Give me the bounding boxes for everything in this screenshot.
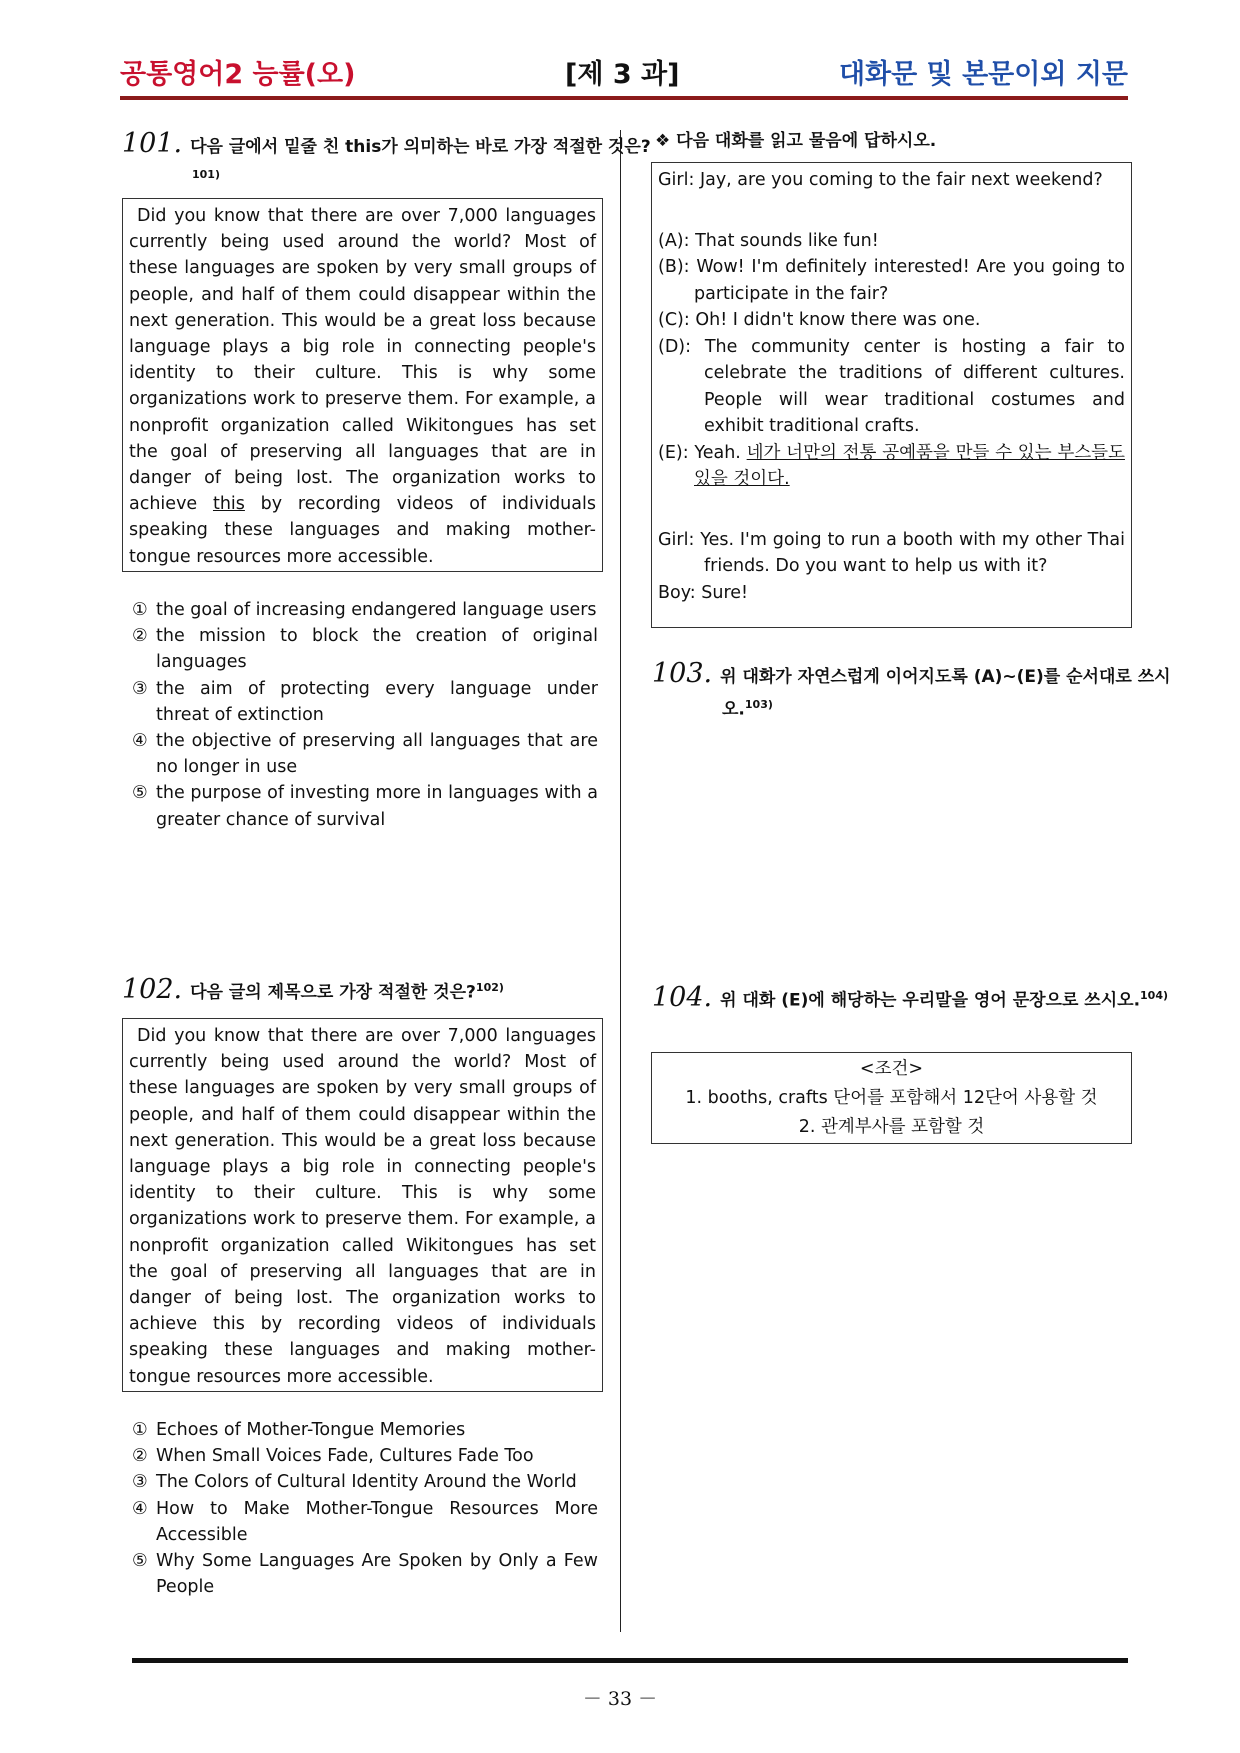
line-text: The community center is hosting a fair to celebrate the traditions of different cultures. People will wear traditional costumes and exhibit traditional crafts. [704, 336, 1125, 436]
line-label: (E): [658, 442, 689, 463]
question-text: 위 대화가 자연스럽게 이어지도록 (A)~(E)를 순서대로 쓰시오. [720, 667, 1171, 720]
page-header [120, 52, 1128, 96]
question-103-heading [652, 660, 1202, 724]
column-divider [620, 130, 621, 1632]
passage-text: Did you know that there are over 7,000 languages currently being used around the world? Most of these languages are spoken by very small groups of people, and half of them could disappear within the next generation. This would be a great loss because language plays a big role in connecting people's identity to their culture. This is why some organizations work to preserve them. For example, a nonprofit organization called Wikitongues has set the goal of preserving all languages that are in danger of being lost. The organization works to achieve [129, 206, 596, 515]
dialogue-box [651, 162, 1132, 628]
lesson-number: [제 3 과] [565, 59, 680, 90]
question-number: 101. [122, 128, 183, 159]
dialogue-line-d [658, 334, 1125, 440]
option-item[interactable] [132, 728, 598, 780]
question-text: 다음 글의 제목으로 가장 적절한 것은? [190, 982, 476, 1003]
footnote-marker: 101) [192, 168, 220, 181]
option-text: Echoes of Mother-Tongue Memories [156, 1420, 466, 1440]
option-text: Why Some Languages Are Spoken by Only a Few People [156, 1551, 598, 1598]
line-text: Oh! I didn't know there was one. [695, 310, 981, 330]
dialogue-line: Girl: Jay, are you coming to the fair next weekend? [658, 170, 1103, 190]
option-item[interactable] [132, 676, 598, 728]
option-item[interactable] [132, 623, 598, 675]
footnote-marker: 104) [1140, 989, 1169, 1002]
option-item[interactable] [132, 780, 598, 832]
passage-101 [122, 198, 603, 572]
underlined-korean-sentence: 네가 너만의 전통 공예품을 만들 수 있는 부스들도 있을 것이다. [694, 442, 1125, 489]
option-text: the goal of increasing endangered language users [156, 600, 597, 620]
underlined-word: this [212, 494, 245, 515]
option-text: When Small Voices Fade, Cultures Fade Too [156, 1446, 534, 1467]
option-item[interactable] [132, 597, 598, 623]
dialogue-instruction: ❖ 다음 대화를 읽고 물음에 답하시오. [655, 131, 937, 151]
option-text: the aim of protecting every language under threat of extinction [156, 678, 598, 725]
option-item[interactable] [132, 1443, 598, 1469]
option-text: The Colors of Cultural Identity Around the World [156, 1472, 577, 1493]
question-number: 103. [652, 658, 713, 689]
passage-text: Did you know that there are over 7,000 languages currently being used around the world? Most of these languages are spoken by very small groups of people, and half of them could disappear within the next generation. This would be a great loss because language plays a big role in connecting people's identity to their culture. This is why some organizations work to preserve them. For example, a nonprofit organization called Wikitongues has set the goal of preserving all languages that are in danger of being lost. The organization works to achieve this by recording videos of individuals speaking these languages and making mother-tongue resources more accessible. [129, 1026, 596, 1387]
textbook-title: 공통영어2 능률(오) [120, 59, 356, 90]
option-text: How to Make Mother-Tongue Resources More Accessible [156, 1498, 598, 1545]
condition-item: 1. booths, crafts 단어를 포함해서 12단어 사용할 것 [685, 1088, 1098, 1108]
dialogue-line-a [658, 228, 1125, 255]
page-number: － 33 － [582, 1688, 658, 1710]
footnote-marker: 103) [744, 698, 773, 711]
option-item[interactable] [132, 1469, 598, 1495]
question-104-heading [652, 982, 1202, 1015]
section-title: 대화문 및 본문이외 지문 [838, 59, 1128, 90]
option-marker: ⑤ [132, 783, 148, 804]
condition-item: 2. 관계부사를 포함할 것 [798, 1117, 985, 1137]
option-item[interactable] [132, 1496, 598, 1548]
option-item[interactable] [132, 1548, 598, 1600]
conditions-title: <조건> [859, 1059, 924, 1079]
question-101-heading [122, 130, 672, 194]
passage-text: by recording videos of individuals speaking these languages and making mother-tongue resources more accessible. [129, 494, 596, 567]
option-marker: ② [132, 626, 148, 647]
option-text: the purpose of investing more in languages with a greater chance of survival [156, 783, 598, 830]
question-number: 104. [652, 981, 713, 1013]
dialogue-line: Girl: Yes. I'm going to run a booth with my other Thai friends. Do you want to help us with it? [658, 529, 1125, 576]
option-marker: ② [132, 1446, 148, 1467]
header-rule [120, 96, 1128, 100]
question-text: 다음 글에서 밑줄 친 this가 의미하는 바로 가장 적절한 것은? [190, 137, 651, 157]
conditions-box [651, 1052, 1132, 1144]
option-marker: ⑤ [132, 1551, 148, 1572]
option-item[interactable] [132, 1417, 598, 1443]
question-number: 102. [122, 973, 183, 1005]
dialogue-line-e [658, 440, 1125, 493]
question-102-heading [122, 974, 672, 1007]
line-label: (D): [658, 336, 692, 357]
option-marker: ③ [132, 678, 148, 699]
options-102 [132, 1417, 598, 1600]
option-marker: ③ [132, 1472, 148, 1493]
passage-102 [122, 1018, 603, 1392]
line-text: Yeah. [694, 442, 741, 463]
options-101 [132, 597, 598, 833]
option-marker: ④ [132, 1498, 148, 1519]
option-marker: ① [132, 1420, 148, 1440]
line-text: Wow! I'm definitely interested! Are you going to participate in the fair? [694, 257, 1125, 304]
line-text: That sounds like fun! [695, 230, 879, 251]
line-label: (C): [658, 310, 690, 330]
dialogue-line-b [658, 254, 1125, 307]
option-marker: ① [132, 600, 148, 620]
option-text: the objective of preserving all languages that are no longer in use [156, 731, 598, 778]
option-text: the mission to block the creation of original languages [156, 626, 598, 673]
footer-rule [132, 1658, 1128, 1663]
footnote-marker: 102) [475, 981, 504, 994]
line-label: (A): [658, 230, 690, 251]
question-text: 위 대화 (E)에 해당하는 우리말을 영어 문장으로 쓰시오. [720, 990, 1141, 1011]
option-marker: ④ [132, 731, 148, 752]
line-label: (B): [658, 257, 690, 277]
dialogue-line: Boy: Sure! [658, 582, 749, 603]
dialogue-line-c [658, 307, 1125, 334]
